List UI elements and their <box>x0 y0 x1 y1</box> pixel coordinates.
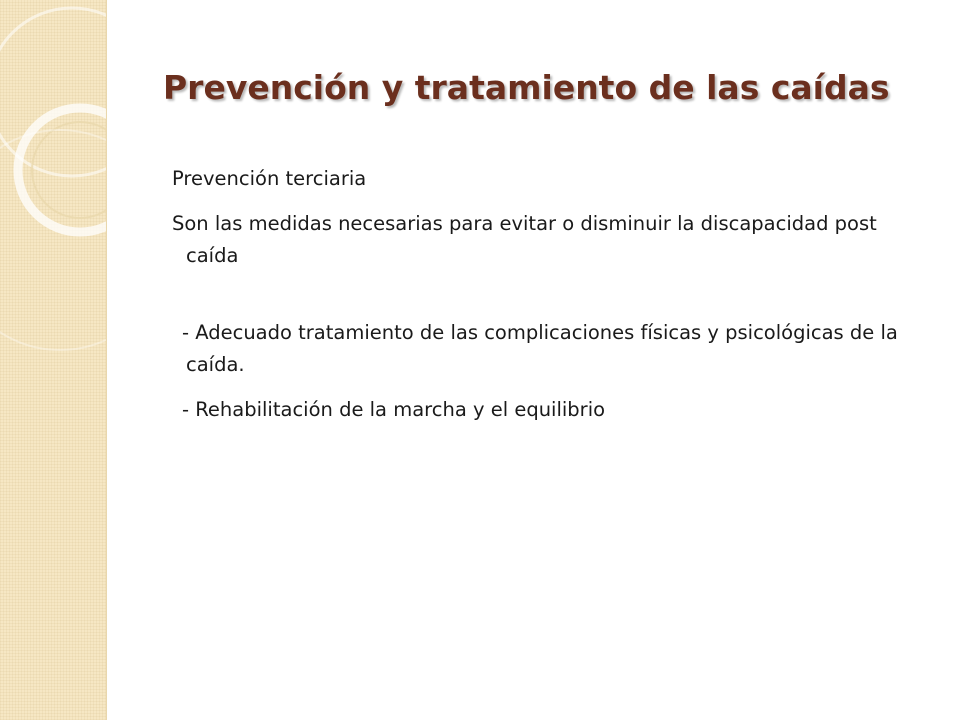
slide-body <box>172 163 902 439</box>
paragraph-definition: Son las medidas necesarias para evitar o disminuir la discapacidad post caída <box>172 212 877 267</box>
blank-line <box>172 285 902 317</box>
slide-title: Prevención y tratamiento de las caídas <box>163 68 890 107</box>
paragraph-heading: Prevención terciaria <box>172 167 367 190</box>
decorative-circles-icon <box>0 0 106 720</box>
bullet-item-rehabilitation: - Rehabilitación de la marcha y el equilibrio <box>182 398 606 421</box>
decorative-side-panel <box>0 0 107 720</box>
bullet-item-treatment: - Adecuado tratamiento de las complicaciones físicas y psicológicas de la caída. <box>182 321 898 376</box>
